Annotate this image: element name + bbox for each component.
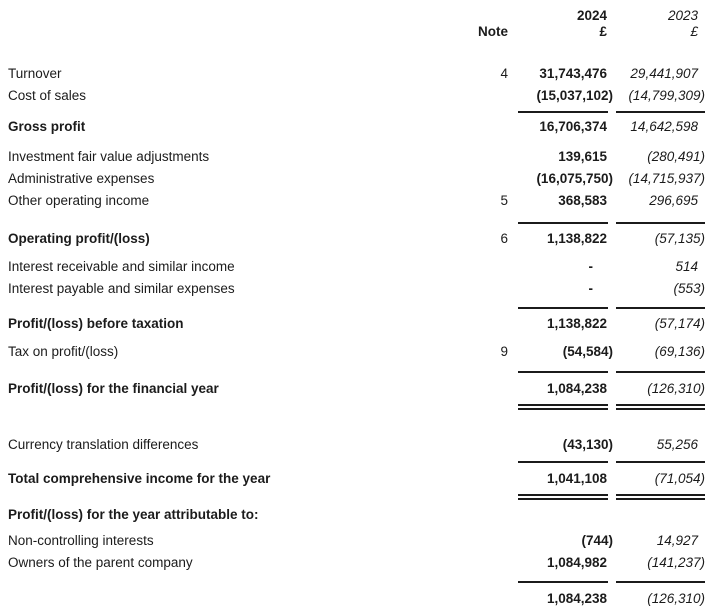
value-2023: 14,642,598 bbox=[630, 119, 698, 134]
value-2024: 31,743,476 bbox=[539, 66, 607, 81]
value-2024: - bbox=[588, 281, 593, 296]
row-label: Currency translation differences bbox=[8, 437, 199, 452]
statement-row bbox=[0, 149, 710, 165]
single-rule bbox=[0, 461, 710, 469]
note-reference: 9 bbox=[500, 344, 508, 359]
note-column-header: Note bbox=[478, 24, 508, 39]
single-rule bbox=[0, 111, 710, 119]
row-label: Administrative expenses bbox=[8, 171, 155, 186]
value-2024: - bbox=[588, 259, 593, 274]
row-label: Tax on profit/(loss) bbox=[8, 344, 119, 359]
value-2024: (15,037,102) bbox=[536, 88, 613, 103]
rule-2023-column bbox=[616, 404, 705, 410]
year-2024-header: 2024 bbox=[576, 8, 607, 23]
statement-row bbox=[0, 316, 710, 332]
note-reference: 5 bbox=[500, 193, 508, 208]
value-2024: 1,138,822 bbox=[546, 316, 607, 331]
statement-row bbox=[0, 231, 710, 247]
row-label: Profit/(loss) before taxation bbox=[8, 316, 184, 331]
value-2023: (126,310) bbox=[647, 591, 705, 606]
value-2024: 368,583 bbox=[558, 193, 607, 208]
statement-row bbox=[0, 344, 710, 360]
rule-2024-column bbox=[518, 581, 608, 583]
rule-2024-column bbox=[518, 371, 608, 373]
value-2024: (744) bbox=[581, 533, 613, 548]
row-label: Total comprehensive income for the year bbox=[8, 471, 271, 486]
statement-row bbox=[0, 88, 710, 104]
rule-2023-column bbox=[616, 222, 705, 224]
single-rule bbox=[0, 581, 710, 589]
header-units-row bbox=[0, 24, 710, 40]
value-2023: 296,695 bbox=[649, 193, 698, 208]
value-2023: (553) bbox=[673, 281, 705, 296]
value-2024: (16,075,750) bbox=[536, 171, 613, 186]
value-2023: 55,256 bbox=[656, 437, 698, 452]
row-label: Profit/(loss) for the year attributable to: bbox=[8, 507, 259, 522]
value-2023: 29,441,907 bbox=[630, 66, 698, 81]
value-2023: (14,799,309) bbox=[628, 88, 705, 103]
statement-row bbox=[0, 437, 710, 453]
value-2024: 1,041,108 bbox=[546, 471, 607, 486]
row-label: Profit/(loss) for the financial year bbox=[8, 381, 219, 396]
statement-row bbox=[0, 471, 710, 487]
value-2023: (69,136) bbox=[654, 344, 705, 359]
rule-2023-column bbox=[616, 581, 705, 583]
statement-row bbox=[0, 533, 710, 549]
header-year-row bbox=[0, 8, 710, 24]
row-label: Investment fair value adjustments bbox=[8, 149, 210, 164]
single-rule bbox=[0, 371, 710, 379]
value-2023: (57,135) bbox=[654, 231, 705, 246]
rule-2023-column bbox=[616, 461, 705, 463]
rule-2024-column bbox=[518, 307, 608, 309]
statement-row bbox=[0, 281, 710, 297]
currency-2024-header: £ bbox=[599, 24, 607, 39]
year-2023-header: 2023 bbox=[667, 8, 698, 23]
statement-row bbox=[0, 259, 710, 275]
single-rule bbox=[0, 307, 710, 315]
row-label: Interest receivable and similar income bbox=[8, 259, 235, 274]
statement-row bbox=[0, 591, 710, 607]
value-2024: 1,138,822 bbox=[546, 231, 607, 246]
statement-row bbox=[0, 66, 710, 82]
value-2023: 514 bbox=[675, 259, 698, 274]
value-2024: 139,615 bbox=[558, 149, 607, 164]
rule-2024-column bbox=[518, 222, 608, 224]
rule-2023-column bbox=[616, 494, 705, 500]
value-2023: (126,310) bbox=[647, 381, 705, 396]
row-label: Gross profit bbox=[8, 119, 86, 134]
note-reference: 4 bbox=[500, 66, 508, 81]
statement-row bbox=[0, 119, 710, 135]
value-2023: (280,491) bbox=[647, 149, 705, 164]
row-label: Turnover bbox=[8, 66, 62, 81]
row-label: Interest payable and similar expenses bbox=[8, 281, 235, 296]
value-2023: (141,237) bbox=[647, 555, 705, 570]
rule-2024-column bbox=[518, 111, 608, 113]
row-label: Other operating income bbox=[8, 193, 150, 208]
statement-row bbox=[0, 171, 710, 187]
value-2024: 16,706,374 bbox=[539, 119, 607, 134]
rule-2023-column bbox=[616, 371, 705, 373]
row-label: Non-controlling interests bbox=[8, 533, 154, 548]
single-rule bbox=[0, 222, 710, 230]
note-reference: 6 bbox=[500, 231, 508, 246]
statement-row bbox=[0, 507, 710, 523]
row-label: Operating profit/(loss) bbox=[8, 231, 150, 246]
currency-2023-header: £ bbox=[690, 24, 698, 39]
rule-2023-column bbox=[616, 307, 705, 309]
value-2023: 14,927 bbox=[656, 533, 698, 548]
statement-row bbox=[0, 381, 710, 397]
double-rule bbox=[0, 404, 710, 412]
statement-row bbox=[0, 193, 710, 209]
rule-2024-column bbox=[518, 404, 608, 410]
value-2024: 1,084,238 bbox=[546, 591, 607, 606]
rule-2023-column bbox=[616, 111, 705, 113]
rule-2024-column bbox=[518, 494, 608, 500]
double-rule bbox=[0, 494, 710, 502]
value-2024: 1,084,238 bbox=[546, 381, 607, 396]
rule-2024-column bbox=[518, 461, 608, 463]
row-label: Owners of the parent company bbox=[8, 555, 193, 570]
value-2024: (43,130) bbox=[562, 437, 613, 452]
statement-row bbox=[0, 555, 710, 571]
value-2023: (71,054) bbox=[654, 471, 705, 486]
value-2024: 1,084,982 bbox=[546, 555, 607, 570]
value-2024: (54,584) bbox=[562, 344, 613, 359]
row-label: Cost of sales bbox=[8, 88, 87, 103]
value-2023: (57,174) bbox=[654, 316, 705, 331]
value-2023: (14,715,937) bbox=[628, 171, 705, 186]
